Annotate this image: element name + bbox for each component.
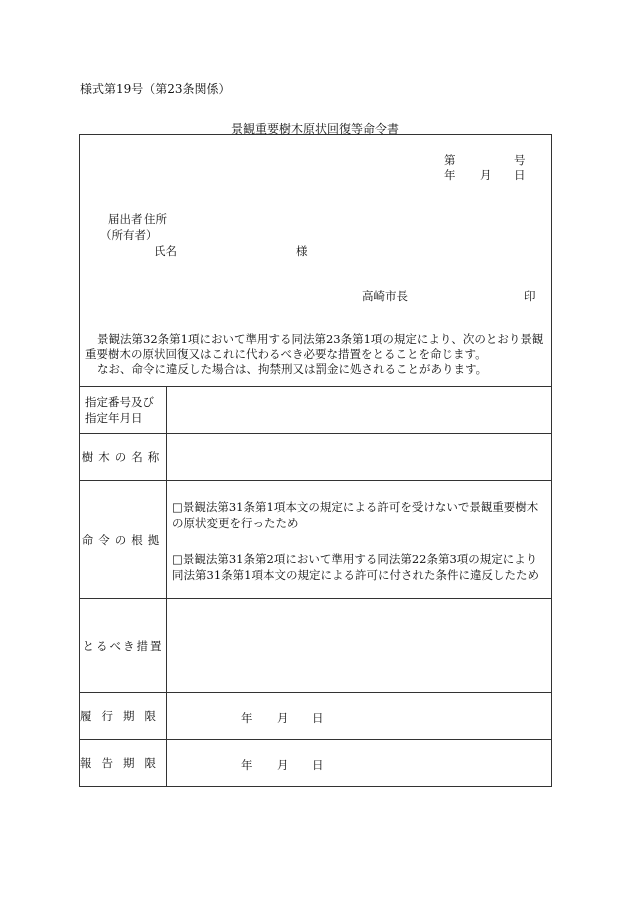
address-label: 住所 — [144, 212, 167, 226]
name-label: 氏名 — [154, 244, 177, 258]
date-year: 年 — [444, 168, 456, 182]
basis-label — [80, 481, 166, 598]
performance-deadline-day: 日 — [312, 711, 324, 725]
performance-deadline-year: 年 — [241, 711, 253, 725]
date-month: 月 — [480, 168, 492, 182]
order-form-frame — [79, 134, 552, 787]
owner-label: （所有者） — [100, 228, 158, 242]
performance-deadline-month: 月 — [277, 711, 289, 725]
tree-name-label — [80, 434, 166, 480]
performance-deadline-label-text: 履行期限 — [80, 709, 166, 723]
basis-label-text: 命令の根拠 — [81, 532, 165, 547]
basis-option-unpermitted-change — [172, 499, 546, 531]
body-paragraph-order: 景観法第32条第1項において準用する同法第23条第1項の規定により、次のとおり景観重要樹木の原状回復又はこれに代わるべき必要な措置をとることを命じます。 — [85, 332, 544, 361]
report-deadline-label-text: 報告期限 — [80, 756, 166, 770]
tree-name-label-text: 樹木の名称 — [81, 450, 165, 464]
column-divider — [166, 386, 167, 786]
issuer-name: 高崎市長 — [362, 289, 408, 303]
date-day: 日 — [514, 168, 526, 182]
basis-option-2-text: □景観法第31条第2項において準用する同法第22条第3項の規定により同法第31条第1項本文の規定による許可に付された条件に違反したため — [172, 552, 539, 582]
document-title: 景観重要樹木原状回復等命令書 — [230, 122, 399, 136]
report-deadline-day: 日 — [312, 758, 324, 772]
designation-label-line1: 指定番号及び — [85, 395, 154, 409]
designation-label — [80, 387, 166, 433]
basis-option-1-text: □景観法第31条第1項本文の規定による許可を受けないで景観重要樹木の原状変更を行ったため — [172, 500, 539, 530]
body-text — [85, 332, 547, 377]
report-deadline-year: 年 — [241, 758, 253, 772]
measures-label — [80, 599, 166, 692]
measures-label-text: とるべき措置 — [82, 638, 164, 653]
number-dai: 第 — [444, 153, 456, 167]
body-paragraph-penalty: なお、命令に違反した場合は、拘禁刑又は罰金に処されることがあります。 — [97, 362, 488, 376]
header-section — [80, 135, 551, 386]
number-go: 号 — [514, 153, 526, 167]
form-number: 様式第19号（第23条関係） — [80, 82, 231, 96]
report-deadline-label — [80, 740, 166, 786]
report-deadline-month: 月 — [277, 758, 289, 772]
designation-label-line2: 指定年月日 — [85, 411, 143, 425]
basis-option-condition-violation — [172, 551, 546, 583]
seal-mark: 印 — [524, 289, 536, 303]
honorific-sama: 様 — [296, 244, 308, 258]
notifier-label: 届出者 — [108, 212, 143, 226]
performance-deadline-label — [80, 693, 166, 739]
